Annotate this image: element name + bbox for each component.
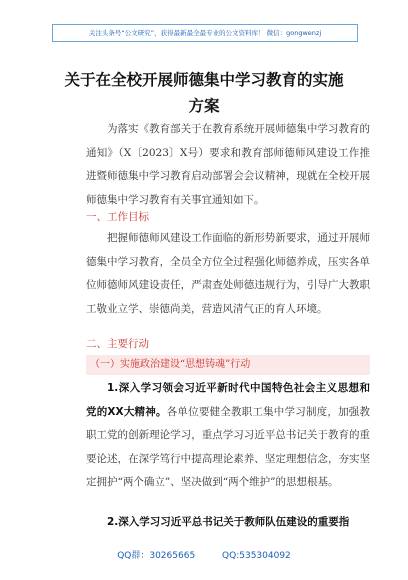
item2-paragraph bbox=[86, 511, 370, 535]
section1-heading: 一、工作目标 bbox=[86, 211, 149, 223]
item1-paragraph bbox=[86, 377, 370, 495]
footer-contact bbox=[0, 548, 408, 561]
item2-lead: 2.深入学习习近平总书记关于教师队伍建设的重要指 bbox=[107, 516, 350, 528]
document-title-line2: 方案 bbox=[188, 97, 220, 115]
section2-heading: 二、主要行动 bbox=[86, 338, 149, 350]
item1-body: 各单位要健全教职工集中学习制度，加强教职工党的创新理论学习，重点学习习近平总书记关于教育的重要论述，在深学笃行中提高理论素养、坚定理想信念，夯实坚定拥护“两个确立”、坚决做到“两个维护”的思想根基。 bbox=[86, 405, 371, 488]
item1-lead: 1.深入学习领会习近平新时代中国特色社会主义思想和党的XX大精神。 bbox=[86, 382, 370, 418]
qq-group-text: QQ群：30265665 bbox=[117, 551, 196, 561]
promo-banner: 关注头条号“公文研究”，获得最新最全最专业的公文资料库！ 微信：gongwenzj bbox=[52, 24, 358, 42]
subsection1-heading: （一）实施政治建设“思想铸魂”行动 bbox=[86, 355, 370, 375]
document-title-line1: 关于在全校开展师德集中学习教育的实施 bbox=[64, 71, 344, 89]
intro-paragraph: 为落实《教育部关于在教育系统开展师德集中学习教育的通知》（X〔2023〕X号）要求和教育部师德师风建设工作推进暨师德集中学习教育启动部署会会议精神，现就在全校开展师德集中学习教育有关事宜通知如下。 bbox=[86, 123, 370, 206]
section1-paragraph: 把握师德师风建设工作面临的新形势新要求，通过开展师德集中学习教育，全员全方位全过程强化师德养成，压实各单位师德师风建设责任，严肃查处师德违规行为，引导广大教职工敬业立学、崇德尚美，营造风清气正的育人环境。 bbox=[86, 232, 370, 315]
qq-text: QQ:535304092 bbox=[222, 551, 291, 561]
